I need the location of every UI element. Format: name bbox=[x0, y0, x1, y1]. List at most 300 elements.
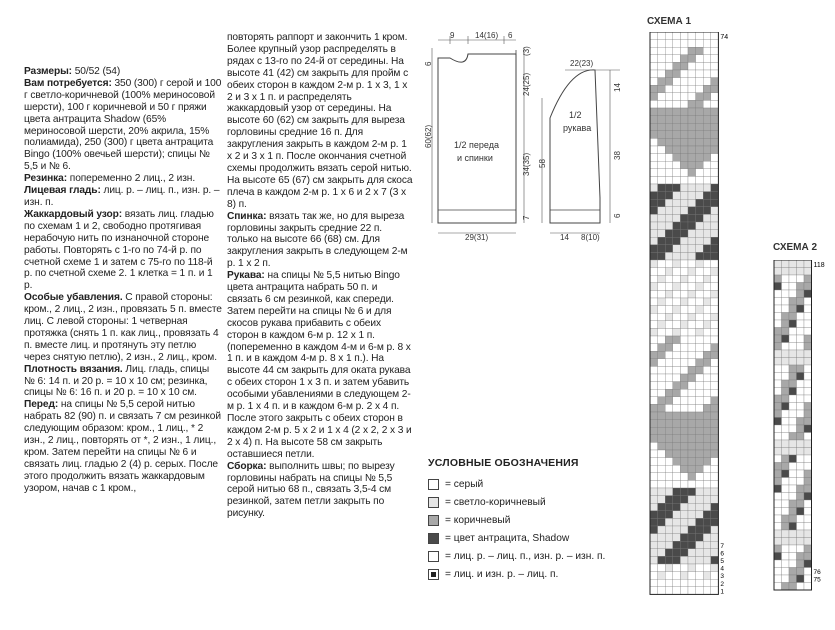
row-number: 76 bbox=[813, 569, 821, 576]
chart-cell bbox=[673, 47, 681, 55]
chart-cell bbox=[658, 541, 666, 549]
chart-cell bbox=[711, 541, 719, 549]
chart-cell bbox=[650, 47, 658, 55]
chart-cell bbox=[650, 184, 658, 192]
chart-cell bbox=[658, 222, 666, 230]
chart-cell bbox=[673, 123, 681, 131]
chart-cell bbox=[804, 433, 812, 441]
chart-cell bbox=[774, 320, 782, 328]
chart-cell bbox=[804, 530, 812, 538]
chart-cell bbox=[688, 207, 696, 215]
chart-cell bbox=[789, 290, 797, 298]
chart-cell bbox=[673, 290, 681, 298]
chart-cell bbox=[673, 192, 681, 200]
chart-cell bbox=[673, 70, 681, 78]
chart-cell bbox=[782, 335, 790, 343]
chart-cell bbox=[658, 435, 666, 443]
chart-cell bbox=[696, 473, 704, 481]
chart-cell bbox=[680, 116, 688, 124]
chart-cell bbox=[680, 306, 688, 314]
chart-cell bbox=[711, 534, 719, 542]
chart-cell bbox=[680, 442, 688, 450]
chart-cell bbox=[665, 138, 673, 146]
chart-cell bbox=[688, 572, 696, 580]
chart-cell bbox=[711, 336, 719, 344]
chart-cell bbox=[673, 62, 681, 70]
chart-cell bbox=[789, 260, 797, 268]
chart-cell bbox=[680, 374, 688, 382]
chart-cell bbox=[797, 365, 805, 373]
chart-cell bbox=[688, 328, 696, 336]
chart-cell bbox=[711, 245, 719, 253]
chart-cell bbox=[703, 556, 711, 564]
chart-cell bbox=[650, 169, 658, 177]
chart-cell bbox=[804, 335, 812, 343]
chart-cell bbox=[711, 207, 719, 215]
chart-cell bbox=[680, 93, 688, 101]
chart-cell bbox=[680, 488, 688, 496]
chart-cell bbox=[688, 366, 696, 374]
chart-cell bbox=[696, 298, 704, 306]
chart-cell bbox=[804, 380, 812, 388]
chart-cell bbox=[774, 485, 782, 493]
dim-8-10: 8(10) bbox=[581, 233, 600, 242]
chart-cell bbox=[688, 146, 696, 154]
chart-cell bbox=[673, 40, 681, 48]
chart-cell bbox=[680, 389, 688, 397]
chart-cell bbox=[711, 275, 719, 283]
paragraph-heading: Перед: bbox=[24, 399, 59, 411]
chart-cell bbox=[650, 397, 658, 405]
chart-cell bbox=[782, 373, 790, 381]
paragraph-text: повторять раппорт и закончить 1 кром. Более крупный узор распределять в рядах с 13-го по 24-й от середины. На высоте 41 (42) см закрыть для пройм с обеих сторон в каждом 2-м р. 1 х 3, 1 х 2 и 3 х 1 п. и распределять жаккардовый узор от середины. На высоте 60 (62) см закрыть для выреза горловины средние 16 п. Для закругления закрыть в каждом 2-м р. 1 х 2 и 3 х 1 п. После окончания счетной схемы продолжить вязать серой нитью. На высоте 65 (67) см закрыть для скоса плеча в каждом 2-м р. 1 х 6 и 2 х 7 (3 х 8) п. bbox=[227, 32, 413, 210]
chart-cell bbox=[711, 237, 719, 245]
chart-cell bbox=[782, 388, 790, 396]
chart-cell bbox=[711, 70, 719, 78]
chart-cell bbox=[782, 530, 790, 538]
chart-cell bbox=[782, 320, 790, 328]
chart-cell bbox=[797, 260, 805, 268]
chart-cell bbox=[696, 374, 704, 382]
chart-cell bbox=[673, 344, 681, 352]
chart-cell bbox=[711, 85, 719, 93]
chart-cell bbox=[673, 237, 681, 245]
chart-cell bbox=[696, 283, 704, 291]
chart-cell bbox=[774, 403, 782, 411]
chart-cell bbox=[797, 440, 805, 448]
chart-cell bbox=[680, 541, 688, 549]
chart-cell bbox=[696, 146, 704, 154]
chart-cell bbox=[774, 508, 782, 516]
chart-cell bbox=[658, 427, 666, 435]
chart-cell bbox=[789, 575, 797, 583]
chart-cell bbox=[688, 93, 696, 101]
chart-cell bbox=[658, 359, 666, 367]
chart-cell bbox=[797, 470, 805, 478]
chart-cell bbox=[804, 418, 812, 426]
dim-9: 9 bbox=[450, 31, 455, 40]
chart-cell bbox=[711, 458, 719, 466]
chart-cell bbox=[789, 568, 797, 576]
chart-cell bbox=[797, 553, 805, 561]
chart-cell bbox=[688, 237, 696, 245]
chart-cell bbox=[650, 252, 658, 260]
chart-cell bbox=[789, 358, 797, 366]
chart-cell bbox=[680, 230, 688, 238]
row-number: 6 bbox=[720, 550, 725, 558]
dim-7: 7 bbox=[522, 215, 531, 220]
chart-cell bbox=[665, 116, 673, 124]
chart-cell bbox=[782, 440, 790, 448]
chart-cell bbox=[696, 366, 704, 374]
dim-24-25: 24(25) bbox=[522, 72, 531, 96]
chart-cell bbox=[804, 508, 812, 516]
chart-cell bbox=[711, 344, 719, 352]
dot-swatch-icon bbox=[428, 569, 439, 580]
chart-cell bbox=[658, 116, 666, 124]
chart-cell bbox=[688, 534, 696, 542]
chart-cell bbox=[703, 572, 711, 580]
chart-cell bbox=[774, 560, 782, 568]
chart-cell bbox=[804, 568, 812, 576]
chart-cell bbox=[703, 336, 711, 344]
chart-cell bbox=[804, 305, 812, 313]
chart-cell bbox=[782, 313, 790, 321]
chart-cell bbox=[703, 412, 711, 420]
chart-cell bbox=[696, 47, 704, 55]
chart-cell bbox=[650, 420, 658, 428]
chart-cell bbox=[673, 184, 681, 192]
chart-cell bbox=[696, 511, 704, 519]
chart-cell bbox=[680, 85, 688, 93]
chart-cell bbox=[658, 382, 666, 390]
chart-cell bbox=[703, 404, 711, 412]
chart-cell bbox=[650, 541, 658, 549]
chart-cell bbox=[665, 40, 673, 48]
chart-cell bbox=[711, 55, 719, 63]
chart-cell bbox=[711, 40, 719, 48]
chart-cell bbox=[804, 560, 812, 568]
chart-cell bbox=[782, 575, 790, 583]
legend-label: = лиц. и изн. р. – лиц. п. bbox=[445, 568, 559, 580]
chart-cell bbox=[696, 313, 704, 321]
chart-cell bbox=[804, 523, 812, 531]
paragraph-text: выполнить швы; по вырезу горловины набрать на спицы № 5,5 серой нитью 68 п., связать 3,5-4 см резинкой, затем петли закрыть по рисунку. bbox=[227, 460, 395, 520]
chart-cell bbox=[696, 123, 704, 131]
chart-cell bbox=[797, 523, 805, 531]
chart-cell bbox=[711, 518, 719, 526]
chart-cell bbox=[804, 485, 812, 493]
chart-cell bbox=[703, 313, 711, 321]
chart-cell bbox=[658, 62, 666, 70]
chart-cell bbox=[658, 237, 666, 245]
chart-cell bbox=[696, 70, 704, 78]
chart-cell bbox=[658, 465, 666, 473]
chart-cell bbox=[650, 207, 658, 215]
chart-cell bbox=[703, 116, 711, 124]
legend-item bbox=[428, 475, 618, 493]
chart-cell bbox=[688, 480, 696, 488]
chart-cell bbox=[774, 275, 782, 283]
chart-cell bbox=[703, 442, 711, 450]
chart-cell bbox=[658, 344, 666, 352]
chart-cell bbox=[680, 328, 688, 336]
chart-cell bbox=[789, 410, 797, 418]
chart-cell bbox=[688, 321, 696, 329]
chart-cell bbox=[696, 40, 704, 48]
chart-cell bbox=[680, 214, 688, 222]
chart-cell bbox=[696, 222, 704, 230]
chart-cell bbox=[673, 222, 681, 230]
paragraph-heading: Резинка: bbox=[24, 173, 68, 185]
chart-cell bbox=[665, 230, 673, 238]
chart-cell bbox=[680, 435, 688, 443]
chart-cell bbox=[650, 442, 658, 450]
chart-cell bbox=[711, 404, 719, 412]
chart-cell bbox=[696, 382, 704, 390]
chart-cell bbox=[650, 450, 658, 458]
chart-cell bbox=[673, 199, 681, 207]
chart-cell bbox=[782, 463, 790, 471]
chart-cell bbox=[673, 100, 681, 108]
chart-cell bbox=[804, 365, 812, 373]
chart-cell bbox=[696, 131, 704, 139]
chart-cell bbox=[680, 108, 688, 116]
chart-cell bbox=[804, 343, 812, 351]
chart-cell bbox=[804, 538, 812, 546]
chart-cell bbox=[711, 138, 719, 146]
chart-cell bbox=[650, 328, 658, 336]
chart-cell bbox=[658, 587, 666, 595]
chart-cell bbox=[673, 458, 681, 466]
chart-cell bbox=[658, 496, 666, 504]
chart-cell bbox=[703, 397, 711, 405]
chart-cell bbox=[804, 328, 812, 336]
chart-cell bbox=[665, 47, 673, 55]
chart-cell bbox=[673, 268, 681, 276]
dim-14-bottom: 14 bbox=[560, 233, 569, 242]
chart-cell bbox=[797, 575, 805, 583]
chart-cell bbox=[782, 538, 790, 546]
paragraph bbox=[227, 211, 413, 271]
chart-cell bbox=[703, 344, 711, 352]
chart-cell bbox=[688, 427, 696, 435]
chart-cell bbox=[650, 146, 658, 154]
chart-cell bbox=[703, 328, 711, 336]
chart-cell bbox=[774, 538, 782, 546]
chart-cell bbox=[797, 380, 805, 388]
chart-cell bbox=[688, 275, 696, 283]
chart-cell bbox=[680, 245, 688, 253]
chart-cell bbox=[797, 425, 805, 433]
chart-cell bbox=[665, 572, 673, 580]
chart-cell bbox=[650, 40, 658, 48]
chart-cell bbox=[696, 230, 704, 238]
chart-cell bbox=[696, 55, 704, 63]
chart-cell bbox=[696, 435, 704, 443]
chart-cell bbox=[650, 412, 658, 420]
chart-cell bbox=[782, 470, 790, 478]
chart-cell bbox=[703, 298, 711, 306]
chart-cell bbox=[688, 252, 696, 260]
chart-cell bbox=[680, 283, 688, 291]
chart-cell bbox=[673, 32, 681, 40]
chart-cell bbox=[680, 55, 688, 63]
chart-cell bbox=[650, 526, 658, 534]
chart-cell bbox=[680, 549, 688, 557]
dim-6-left: 6 bbox=[424, 61, 433, 66]
chart-cell bbox=[680, 344, 688, 352]
paragraph bbox=[24, 66, 222, 78]
chart-cell bbox=[703, 123, 711, 131]
chart-cell bbox=[703, 275, 711, 283]
chart-cell bbox=[673, 549, 681, 557]
chart-cell bbox=[673, 207, 681, 215]
chart-cell bbox=[789, 335, 797, 343]
legend-item bbox=[428, 529, 618, 547]
chart-cell bbox=[774, 553, 782, 561]
chart-cell bbox=[650, 572, 658, 580]
legend-label: = светло-коричневый bbox=[445, 496, 546, 508]
chart-cell bbox=[711, 328, 719, 336]
chart-cell bbox=[665, 93, 673, 101]
chart-cell bbox=[711, 313, 719, 321]
chart-cell bbox=[688, 458, 696, 466]
chart-cell bbox=[703, 480, 711, 488]
chart-cell bbox=[673, 366, 681, 374]
chart-cell bbox=[688, 199, 696, 207]
chart-cell bbox=[650, 275, 658, 283]
chart-cell bbox=[673, 556, 681, 564]
chart-cell bbox=[789, 583, 797, 591]
chart-cell bbox=[789, 350, 797, 358]
chart-cell bbox=[680, 503, 688, 511]
schema-1-grid bbox=[630, 32, 730, 602]
chart-cell bbox=[774, 448, 782, 456]
chart-cell bbox=[665, 131, 673, 139]
chart-cell bbox=[711, 473, 719, 481]
chart-cell bbox=[797, 515, 805, 523]
chart-cell bbox=[650, 564, 658, 572]
chart-cell bbox=[688, 503, 696, 511]
chart-cell bbox=[711, 465, 719, 473]
chart-cell bbox=[696, 534, 704, 542]
chart-cell bbox=[703, 260, 711, 268]
chart-cell bbox=[789, 313, 797, 321]
chart-cell bbox=[688, 587, 696, 595]
chart-cell bbox=[665, 62, 673, 70]
chart-cell bbox=[797, 305, 805, 313]
chart-cell bbox=[774, 283, 782, 291]
chart-cell bbox=[797, 343, 805, 351]
chart-cell bbox=[680, 138, 688, 146]
chart-cell bbox=[665, 359, 673, 367]
chart-cell bbox=[673, 328, 681, 336]
paragraph-text: на спицы № 5,5 серой нитью набрать 82 (90) п. и связать 7 см резинкой следующим образом: кром., 1 лиц., * 2 изн., 2 лиц., повторять от *, 2 изн., 1 лиц., кром. Затем перейти на спицы № 6 и связать лиц. гладью 2 (4) р. серых. После этого продолжить вязать жаккардовым узором, начав с 1 кром., bbox=[24, 399, 221, 494]
chart-cell bbox=[711, 488, 719, 496]
chart-cell bbox=[789, 343, 797, 351]
chart-cell bbox=[774, 455, 782, 463]
chart-cell bbox=[680, 47, 688, 55]
chart-cell bbox=[688, 283, 696, 291]
chart-cell bbox=[650, 32, 658, 40]
paragraph-heading: Особые убавления. bbox=[24, 292, 123, 304]
chart-cell bbox=[696, 169, 704, 177]
chart-cell bbox=[665, 389, 673, 397]
chart-cell bbox=[696, 214, 704, 222]
chart-cell bbox=[688, 549, 696, 557]
chart-cell bbox=[703, 389, 711, 397]
chart-cell bbox=[658, 176, 666, 184]
chart-cell bbox=[650, 404, 658, 412]
paragraph bbox=[24, 209, 222, 292]
chart-cell bbox=[665, 214, 673, 222]
chart-cell bbox=[665, 78, 673, 86]
chart-cell bbox=[650, 473, 658, 481]
chart-cell bbox=[797, 410, 805, 418]
chart-cell bbox=[789, 470, 797, 478]
chart-cell bbox=[711, 32, 719, 40]
chart-cell bbox=[680, 526, 688, 534]
paragraph-heading: Спинка: bbox=[227, 210, 267, 222]
chart-cell bbox=[804, 448, 812, 456]
chart-cell bbox=[804, 455, 812, 463]
chart-cell bbox=[650, 62, 658, 70]
chart-cell bbox=[680, 222, 688, 230]
chart-cell bbox=[797, 433, 805, 441]
chart-cell bbox=[658, 511, 666, 519]
instructions-column-1 bbox=[24, 66, 222, 495]
chart-cell bbox=[696, 199, 704, 207]
chart-cell bbox=[658, 351, 666, 359]
chart-cell bbox=[782, 583, 790, 591]
chart-cell bbox=[665, 245, 673, 253]
chart-cell bbox=[797, 358, 805, 366]
chart-cell bbox=[665, 541, 673, 549]
chart-cell bbox=[782, 283, 790, 291]
chart-cell bbox=[650, 161, 658, 169]
chart-cell bbox=[804, 478, 812, 486]
chart-cell bbox=[688, 351, 696, 359]
chart-cell bbox=[703, 458, 711, 466]
chart-cell bbox=[665, 526, 673, 534]
chart-cell bbox=[711, 382, 719, 390]
chart-cell bbox=[789, 553, 797, 561]
chart-cell bbox=[703, 237, 711, 245]
row-number: 7 bbox=[720, 542, 725, 550]
chart-cell bbox=[658, 230, 666, 238]
chart-cell bbox=[703, 40, 711, 48]
chart-cell bbox=[782, 358, 790, 366]
chart-cell bbox=[711, 587, 719, 595]
chart-cell bbox=[797, 500, 805, 508]
chart-cell bbox=[711, 47, 719, 55]
chart-cell bbox=[789, 523, 797, 531]
chart-cell bbox=[650, 321, 658, 329]
color-swatch-icon bbox=[428, 479, 439, 490]
color-swatch-icon bbox=[428, 533, 439, 544]
legend-item bbox=[428, 493, 618, 511]
chart-cell bbox=[711, 123, 719, 131]
chart-cell bbox=[804, 283, 812, 291]
chart-cell bbox=[665, 199, 673, 207]
paragraph-text: вязать так же, но для выреза горловины закрыть средние 22 п. только на высоте 66 (68) см. Для закругления закрыть в следующем 2-м р. 1 х 2 п. bbox=[227, 210, 408, 270]
chart-cell bbox=[782, 485, 790, 493]
chart-cell bbox=[782, 500, 790, 508]
chart-cell bbox=[680, 404, 688, 412]
chart-cell bbox=[711, 480, 719, 488]
chart-cell bbox=[680, 382, 688, 390]
